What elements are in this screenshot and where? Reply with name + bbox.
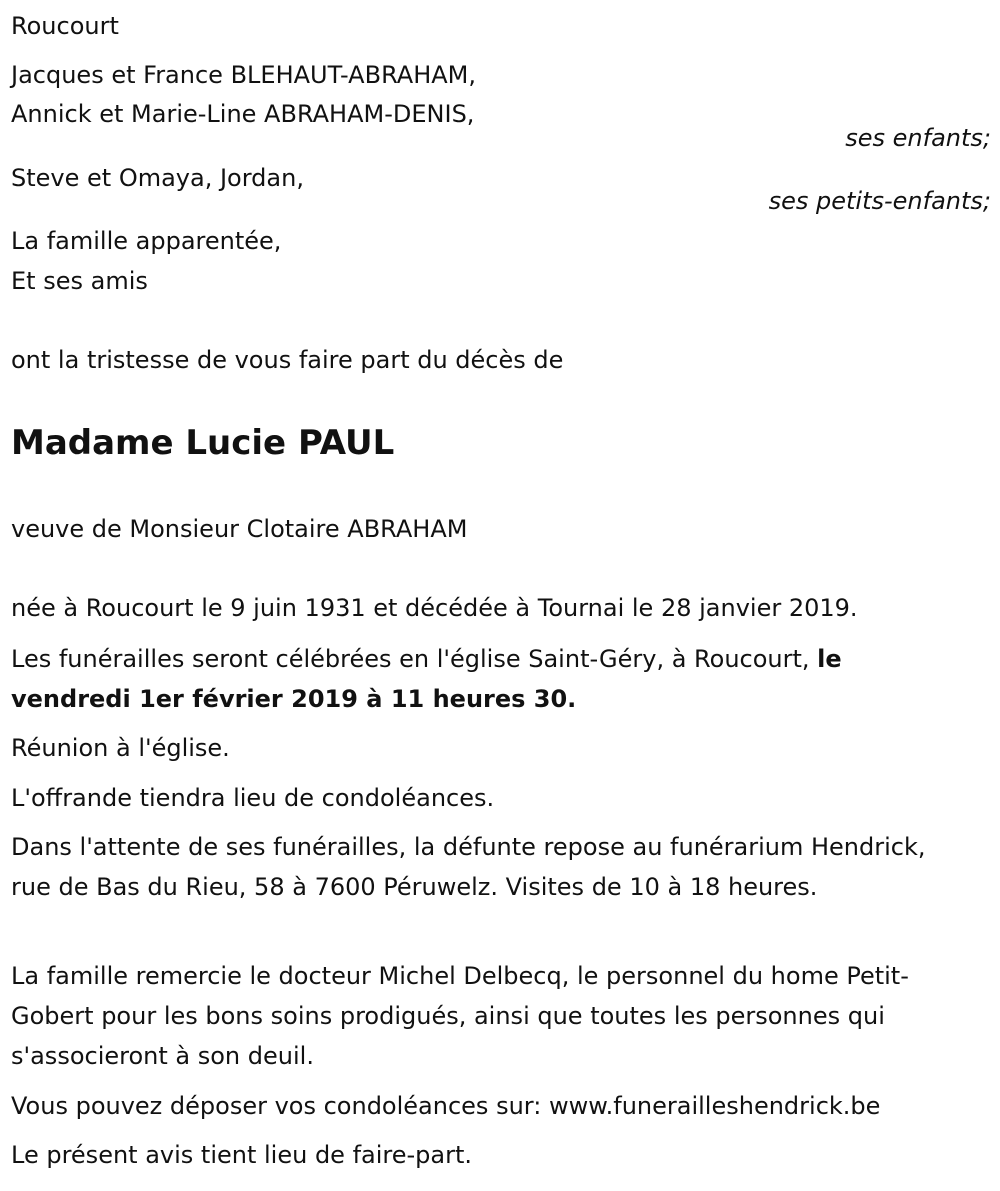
family-line-1: La famille apparentée, xyxy=(11,227,282,255)
children-line-1: Jacques et France BLEHAUT-ABRAHAM, xyxy=(11,61,476,89)
visitation-paragraph: Dans l'attente de ses funérailles, la défunte repose au funérarium Hendrick, rue de Bas du Rieu, 58 à 7600 Péruwelz. Visites de 10 à 18 heures. xyxy=(11,833,926,901)
funeral-paragraph xyxy=(11,639,941,719)
meeting-text: Réunion à l'église. xyxy=(11,734,230,762)
children-role: ses enfants; xyxy=(845,124,991,152)
children-line-2: Annick et Marie-Line ABRAHAM-DENIS, xyxy=(11,100,475,128)
birth-death-text: née à Roucourt le 9 juin 1931 et décédée à Tournai le 28 janvier 2019. xyxy=(11,594,858,622)
thanks-paragraph: La famille remercie le docteur Michel Delbecq, le personnel du home Petit-Gobert pour les bons soins prodigués, ainsi que toutes les personnes qui s'associeront à son deuil. xyxy=(11,962,909,1070)
offering-text: L'offrande tiendra lieu de condoléances. xyxy=(11,784,495,812)
grandchildren-role: ses petits-enfants; xyxy=(768,187,991,215)
funeral-date: le vendredi 1er février 2019 à 11 heures 30. xyxy=(11,645,842,713)
deceased-name: Madame Lucie PAUL xyxy=(11,423,395,463)
family-line-2: Et ses amis xyxy=(11,267,148,295)
condolences-text: Vous pouvez déposer vos condoléances sur: www.funerailleshendrick.be xyxy=(11,1092,881,1120)
grandchildren-line: Steve et Omaya, Jordan, xyxy=(11,164,304,192)
funeral-text: Les funérailles seront célébrées en l'église Saint-Géry, à Roucourt, xyxy=(11,645,818,673)
announcement-text: ont la tristesse de vous faire part du décès de xyxy=(11,346,564,374)
notice-text: Le présent avis tient lieu de faire-part. xyxy=(11,1141,473,1169)
widow-of-text: veuve de Monsieur Clotaire ABRAHAM xyxy=(11,515,468,543)
town-name: Roucourt xyxy=(11,12,119,40)
